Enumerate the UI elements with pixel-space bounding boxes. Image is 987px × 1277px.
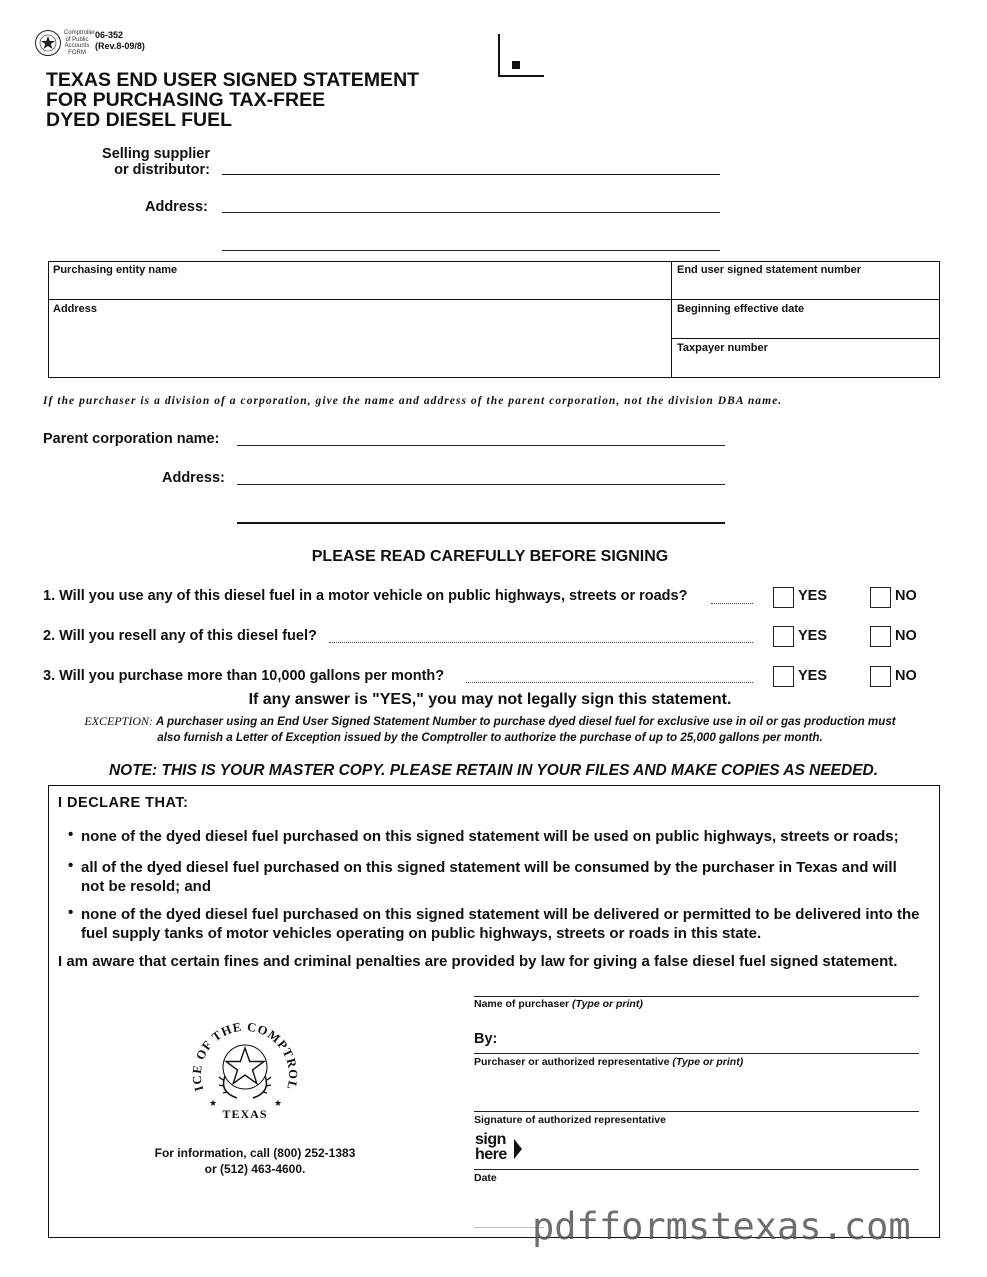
type-or-print-note: (Type or print)	[672, 1056, 744, 1068]
seal-ring-text: ICE OF THE COMPTROL	[189, 1019, 301, 1093]
declaration-bullet-1-line-1: none of the dyed diesel fuel purchased on this signed statement will be used on public highways, streets or roads;	[81, 828, 899, 845]
exception-label: EXCEPTION:	[84, 714, 154, 728]
bullet-icon: •	[68, 857, 74, 874]
seal-bottom-text: TEXAS	[222, 1107, 268, 1121]
penalty-awareness: I am aware that certain fines and criminal penalties are provided by law for giving a false diesel fuel signed statement.	[58, 953, 898, 970]
declaration-heading: I DECLARE THAT:	[58, 795, 189, 811]
yes-warning: If any answer is "YES," you may not legally sign this statement.	[248, 691, 732, 708]
info-phone-line-2: or (512) 463-4600.	[204, 1162, 306, 1176]
question-1-no-label: NO	[895, 588, 917, 604]
entity-address-field[interactable]: Address	[53, 303, 98, 315]
comptroller-seal	[185, 1010, 305, 1125]
sign-here-line-1: sign	[475, 1131, 506, 1148]
question-3: 3. Will you purchase more than 10,000 gallons per month?	[43, 668, 445, 684]
declaration-bullet-3-line-2: fuel supply tanks of motor vehicles operating on public highways, streets or roads in this state.	[81, 925, 762, 942]
question-1-no-checkbox[interactable]	[870, 587, 891, 608]
question-1-yes-checkbox[interactable]	[773, 587, 794, 608]
exception-text	[0, 713, 980, 746]
info-phone	[115, 1145, 395, 1177]
table-divider-vertical	[671, 262, 672, 377]
parent-address-field-1[interactable]	[237, 484, 725, 485]
svg-text:★: ★	[274, 1098, 283, 1108]
type-or-print-note: (Type or print)	[572, 998, 643, 1010]
supplier-address-field-2[interactable]	[222, 250, 720, 251]
supplier-name-field[interactable]	[222, 174, 720, 175]
taxpayer-number-field[interactable]: Taxpayer number	[677, 342, 768, 354]
form-revision: (Rev.8-09/8)	[95, 41, 145, 51]
question-1-yes-label: YES	[798, 588, 828, 604]
purchaser-name-field[interactable]	[474, 996, 919, 997]
question-1-leader	[711, 603, 753, 604]
watermark: pdfformstexas.com	[532, 1205, 911, 1248]
purchaser-name-label: Name of purchaser (Type or print)	[474, 998, 643, 1010]
question-2-no-label: NO	[895, 628, 917, 644]
question-1: 1. Will you use any of this diesel fuel in a motor vehicle on public highways, streets or roads?	[43, 588, 688, 604]
supplier-label: Selling supplier or distributor:	[102, 146, 210, 178]
supplier-address-label: Address:	[145, 199, 208, 215]
representative-name-field[interactable]	[474, 1053, 919, 1054]
parent-address-field-2[interactable]	[237, 522, 725, 524]
declaration-bullet-2-line-2: not be resold; and	[81, 878, 212, 895]
agency-name: Comptroller of Public Accounts FORM	[64, 30, 96, 56]
question-3-no-checkbox[interactable]	[870, 666, 891, 687]
svg-text:★: ★	[209, 1098, 218, 1108]
exception-line-1: A purchaser using an End User Signed Statement Number to purchase dyed diesel fuel for exclusive use in oil or gas production must	[155, 715, 896, 728]
parent-corporation-label: Parent corporation name:	[43, 431, 220, 447]
bullet-icon: •	[68, 826, 74, 843]
question-2-leader	[329, 642, 753, 643]
master-copy-note: NOTE: THIS IS YOUR MASTER COPY. PLEASE RETAIN IN YOUR FILES AND MAKE COPIES AS NEEDED.	[108, 762, 879, 779]
comptroller-logo	[34, 29, 62, 57]
scan-marker	[498, 34, 500, 76]
read-carefully-heading: PLEASE READ CAREFULLY BEFORE SIGNING	[311, 548, 669, 565]
by-label: By:	[474, 1031, 498, 1047]
question-3-yes-label: YES	[798, 668, 828, 684]
declaration-bullet-3-line-1: none of the dyed diesel fuel purchased on this signed statement will be delivered or permitted to be delivered into the	[81, 906, 920, 923]
declaration-bullet-2-line-1: all of the dyed diesel fuel purchased on this signed statement will be consumed by the purchaser in Texas and will	[81, 859, 897, 876]
scan-marker-dot	[512, 61, 520, 69]
table-divider-row1	[49, 299, 939, 300]
exception-line-2: also furnish a Letter of Exception issued by the Comptroller to authorize the purchase of up to 25,000 gallons per month.	[157, 731, 823, 744]
question-2-no-checkbox[interactable]	[870, 626, 891, 647]
question-2-yes-checkbox[interactable]	[773, 626, 794, 647]
parent-corporation-name-field[interactable]	[237, 445, 725, 446]
purchasing-entity-name-field[interactable]: Purchasing entity name	[53, 264, 178, 276]
entity-table	[48, 261, 940, 378]
form-title: TEXAS END USER SIGNED STATEMENT FOR PURCHASING TAX-FREE DYED DIESEL FUEL	[46, 69, 420, 131]
form-number: 06-352	[95, 30, 124, 40]
parent-address-label: Address:	[162, 470, 225, 486]
date-field[interactable]	[474, 1169, 919, 1170]
question-2: 2. Will you resell any of this diesel fuel?	[43, 628, 317, 644]
supplier-address-field-1[interactable]	[222, 212, 720, 213]
date-label: Date	[474, 1172, 497, 1184]
svg-text:OFFICE OF THE COMPTROLLER	[185, 1010, 300, 1093]
bullet-icon: •	[68, 904, 74, 921]
table-divider-row2	[672, 338, 939, 339]
signature-label: Signature of authorized representative	[474, 1114, 666, 1126]
sign-here-line-2: here	[475, 1146, 507, 1163]
sign-here-marker	[475, 1132, 507, 1162]
representative-label: Purchaser or authorized representative (Type or print)	[474, 1056, 744, 1068]
question-3-no-label: NO	[895, 668, 917, 684]
question-2-yes-label: YES	[798, 628, 828, 644]
end-user-statement-number-field[interactable]: End user signed statement number	[677, 264, 861, 276]
division-note: If the purchaser is a division of a corporation, give the name and address of the parent corporation, not the division DBA name.	[43, 395, 783, 407]
sign-here-arrow-icon	[513, 1138, 523, 1165]
scan-marker-base	[498, 75, 544, 77]
beginning-effective-date-field[interactable]: Beginning effective date	[677, 303, 805, 315]
question-3-leader	[466, 682, 753, 683]
signature-field[interactable]	[474, 1111, 919, 1112]
question-3-yes-checkbox[interactable]	[773, 666, 794, 687]
info-phone-line-1: For information, call (800) 252-1383	[154, 1146, 356, 1160]
